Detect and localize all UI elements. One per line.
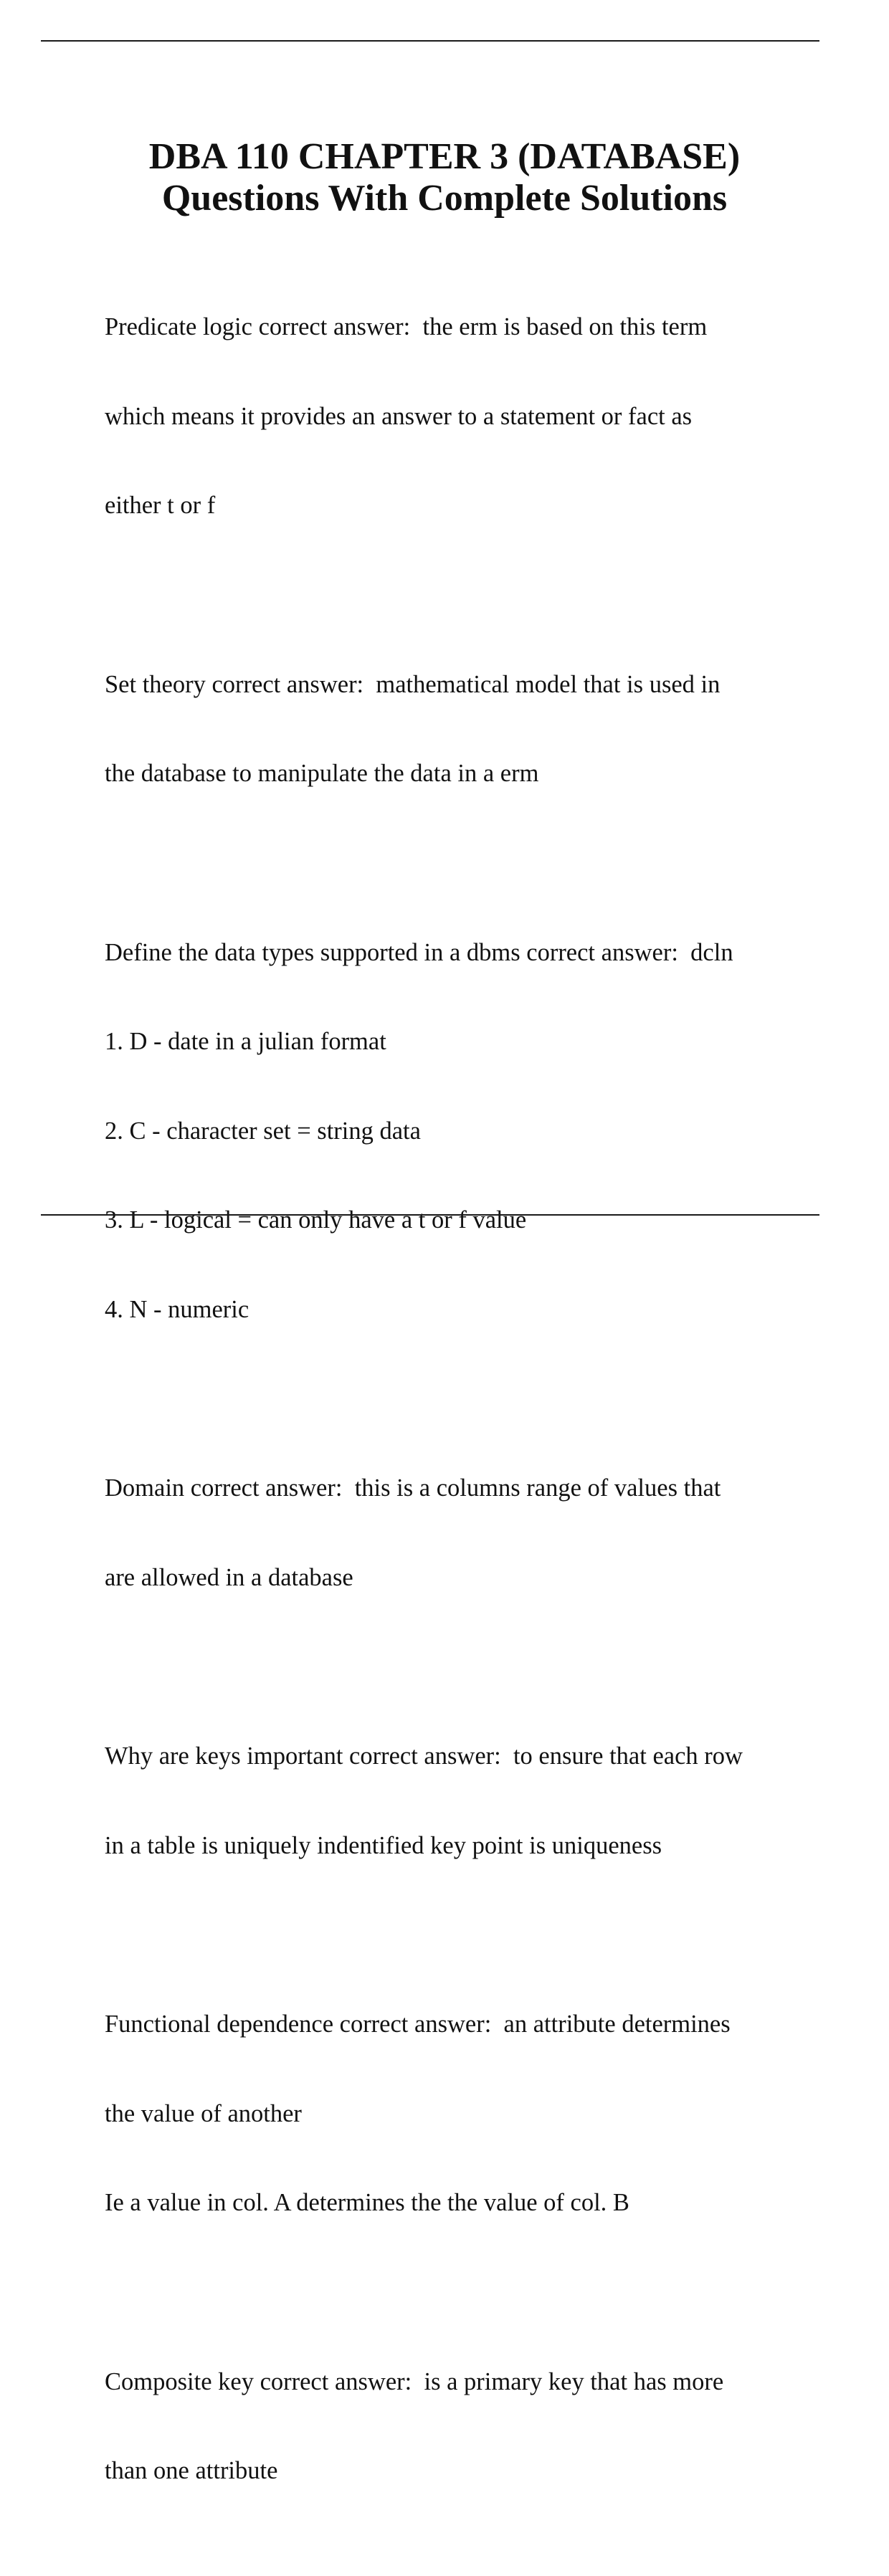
qa-line: Ie a value in col. A determines the the value of col. B — [105, 2189, 629, 2216]
qa-domain — [105, 1414, 822, 1652]
qa-list-item: 2. C - character set = string data — [105, 1117, 421, 1145]
qa-line: Functional dependence correct answer: an attribute determines — [105, 2010, 731, 2038]
qa-line: the database to manipulate the data in a erm — [105, 760, 539, 787]
page-title — [0, 136, 889, 219]
qa-predicate-logic — [105, 253, 822, 581]
qa-line: Define the data types supported in a dbms correct answer: dcln — [105, 938, 733, 966]
qa-list-item: 3. L - logical = can only have a t or f value — [105, 1206, 527, 1234]
qa-keys-important — [105, 1682, 822, 1920]
qa-line: either t or f — [105, 492, 216, 519]
qa-set-theory — [105, 611, 822, 849]
qa-functional-dependence — [105, 1950, 822, 2278]
qa-line: Why are keys important correct answer: to ensure that each row — [105, 1742, 743, 1770]
qa-line: Composite key correct answer: is a primary key that has more — [105, 2367, 724, 2395]
qa-line: are allowed in a database — [105, 1563, 353, 1591]
qa-list — [105, 253, 822, 2576]
qa-data-types — [105, 879, 822, 1385]
qa-line: which means it provides an answer to a statement or fact as — [105, 402, 693, 430]
bottom-divider — [41, 1214, 819, 1216]
qa-line: Predicate logic correct answer: the erm is based on this term — [105, 313, 708, 340]
qa-line: the value of another — [105, 2099, 302, 2127]
qa-line: Set theory correct answer: mathematical model that is used in — [105, 670, 721, 698]
top-divider — [41, 40, 819, 42]
title-line-2: Questions With Complete Solutions — [161, 178, 728, 219]
qa-composite-key — [105, 2308, 822, 2546]
qa-line: in a table is uniquely indentified key point is uniqueness — [105, 1831, 662, 1859]
qa-line: Domain correct answer: this is a columns range of values that — [105, 1474, 721, 1502]
title-line-1: DBA 110 CHAPTER 3 (DATABASE) — [148, 136, 741, 177]
qa-line: than one attribute — [105, 2457, 278, 2484]
qa-list-item: 1. D - date in a julian format — [105, 1028, 386, 1055]
qa-list-item: 4. N - numeric — [105, 1295, 249, 1323]
